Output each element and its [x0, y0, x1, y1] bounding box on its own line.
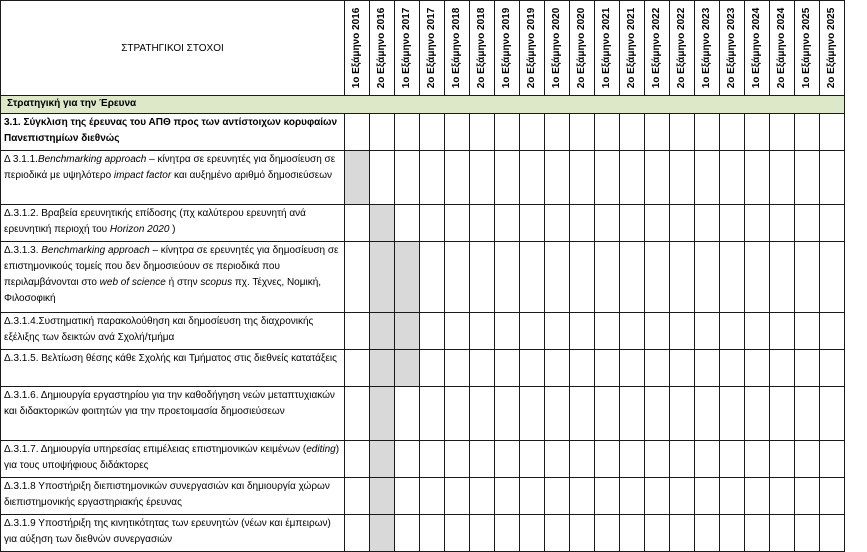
- schedule-cell[interactable]: [695, 205, 720, 242]
- semester-label: 2ο Εξάμηνο 2016: [376, 7, 387, 89]
- schedule-cell[interactable]: [620, 350, 645, 387]
- schedule-cell[interactable]: [645, 205, 670, 242]
- semester-label: 2ο Εξάμηνο 2023: [726, 7, 737, 89]
- schedule-cell[interactable]: [770, 151, 795, 205]
- schedule-cell[interactable]: [645, 387, 670, 441]
- schedule-cell[interactable]: [495, 205, 520, 242]
- schedule-cell[interactable]: [820, 478, 845, 515]
- schedule-cell[interactable]: [570, 313, 595, 350]
- schedule-cell[interactable]: [420, 205, 445, 242]
- schedule-cell[interactable]: [470, 350, 495, 387]
- action-row: [1, 350, 845, 387]
- schedule-cell[interactable]: [745, 350, 770, 387]
- semester-column-header[interactable]: [745, 1, 770, 96]
- semester-column-header[interactable]: [670, 1, 695, 96]
- section-row: [1, 96, 845, 114]
- semester-column-header[interactable]: [695, 1, 720, 96]
- scheduled-cell[interactable]: [370, 205, 395, 242]
- schedule-cell[interactable]: [720, 114, 745, 151]
- schedule-cell[interactable]: [570, 350, 595, 387]
- schedule-cell[interactable]: [545, 387, 570, 441]
- schedule-cell[interactable]: [795, 350, 820, 387]
- schedule-cell[interactable]: [595, 441, 620, 478]
- schedule-cell[interactable]: [695, 350, 720, 387]
- schedule-cell[interactable]: [645, 114, 670, 151]
- schedule-cell[interactable]: [445, 478, 470, 515]
- schedule-cell[interactable]: [345, 350, 370, 387]
- semester-column-header[interactable]: [595, 1, 620, 96]
- schedule-cell[interactable]: [745, 515, 770, 552]
- schedule-cell[interactable]: [370, 151, 395, 205]
- schedule-cell[interactable]: [645, 313, 670, 350]
- schedule-cell[interactable]: [520, 205, 545, 242]
- schedule-cell[interactable]: [820, 350, 845, 387]
- schedule-cell[interactable]: [520, 478, 545, 515]
- schedule-cell[interactable]: [820, 242, 845, 313]
- schedule-cell[interactable]: [645, 350, 670, 387]
- schedule-cell[interactable]: [670, 151, 695, 205]
- schedule-cell[interactable]: [695, 242, 720, 313]
- schedule-cell[interactable]: [670, 478, 695, 515]
- schedule-cell[interactable]: [545, 114, 570, 151]
- action-row: [1, 515, 845, 552]
- schedule-cell[interactable]: [745, 242, 770, 313]
- schedule-cell[interactable]: [595, 515, 620, 552]
- schedule-cell[interactable]: [345, 478, 370, 515]
- schedule-cell[interactable]: [445, 387, 470, 441]
- schedule-cell[interactable]: [595, 387, 620, 441]
- schedule-cell[interactable]: [795, 387, 820, 441]
- schedule-cell[interactable]: [420, 387, 445, 441]
- semester-column-header[interactable]: [770, 1, 795, 96]
- schedule-cell[interactable]: [820, 114, 845, 151]
- semester-label: 1ο Εξάμηνο 2017: [401, 7, 412, 89]
- schedule-cell[interactable]: [470, 313, 495, 350]
- schedule-cell[interactable]: [820, 205, 845, 242]
- scheduled-cell[interactable]: [370, 350, 395, 387]
- action-description[interactable]: Δ.3.1.8 Υποστήριξη διεπιστημονικών συνεργασιών και δημιουργία χώρων διεπιστημονικής εργαστηριακής έρευνας: [1, 478, 345, 515]
- schedule-cell[interactable]: [420, 151, 445, 205]
- semester-label: 2ο Εξάμηνο 2025: [826, 7, 837, 89]
- semester-label: 1ο Εξάμηνο 2023: [701, 7, 712, 89]
- schedule-cell[interactable]: [595, 478, 620, 515]
- schedule-cell[interactable]: [420, 515, 445, 552]
- schedule-cell[interactable]: [345, 515, 370, 552]
- semester-column-header[interactable]: [445, 1, 470, 96]
- semester-label: 2ο Εξάμηνο 2024: [776, 7, 787, 89]
- schedule-cell[interactable]: [795, 515, 820, 552]
- semester-label: 1ο Εξάμηνο 2018: [451, 7, 462, 89]
- schedule-cell[interactable]: [820, 387, 845, 441]
- semester-column-header[interactable]: [520, 1, 545, 96]
- schedule-cell[interactable]: [620, 515, 645, 552]
- semester-column-header[interactable]: [570, 1, 595, 96]
- schedule-cell[interactable]: [745, 313, 770, 350]
- schedule-cell[interactable]: [620, 151, 645, 205]
- schedule-cell[interactable]: [645, 151, 670, 205]
- schedule-cell[interactable]: [720, 313, 745, 350]
- semester-label: 1ο Εξάμηνο 2016: [351, 7, 362, 89]
- header-title[interactable]: ΣΤΡΑΤΗΓΙΚΟΙ ΣΤΟΧΟΙ: [1, 1, 345, 96]
- schedule-cell[interactable]: [395, 151, 420, 205]
- schedule-cell[interactable]: [745, 205, 770, 242]
- semester-column-header[interactable]: [420, 1, 445, 96]
- semester-column-header[interactable]: [395, 1, 420, 96]
- schedule-cell[interactable]: [620, 205, 645, 242]
- schedule-cell[interactable]: [720, 441, 745, 478]
- schedule-cell[interactable]: [570, 114, 595, 151]
- schedule-cell[interactable]: [395, 478, 420, 515]
- schedule-cell[interactable]: [445, 242, 470, 313]
- schedule-cell[interactable]: [495, 350, 520, 387]
- schedule-cell[interactable]: [395, 387, 420, 441]
- schedule-cell[interactable]: [495, 151, 520, 205]
- semester-label: 2ο Εξάμηνο 2020: [576, 7, 587, 89]
- schedule-cell[interactable]: [695, 313, 720, 350]
- schedule-cell[interactable]: [595, 114, 620, 151]
- schedule-cell[interactable]: [670, 387, 695, 441]
- scheduled-cell[interactable]: [370, 478, 395, 515]
- section-title[interactable]: Στρατηγική για την Έρευνα: [1, 96, 845, 114]
- schedule-cell[interactable]: [745, 114, 770, 151]
- action-description[interactable]: Δ.3.1.2. Βραβεία ερευνητικής επίδοσης (πχ καλύτερου ερευνητή ανά ερευνητική περιοχή του Horizon 2020 ): [1, 205, 345, 242]
- schedule-cell[interactable]: [670, 205, 695, 242]
- semester-label: 2ο Εξάμηνο 2018: [476, 7, 487, 89]
- schedule-cell[interactable]: [345, 242, 370, 313]
- schedule-cell[interactable]: [545, 151, 570, 205]
- schedule-cell[interactable]: [795, 313, 820, 350]
- schedule-cell[interactable]: [770, 478, 795, 515]
- action-row: [1, 151, 845, 205]
- schedule-cell[interactable]: [720, 515, 745, 552]
- schedule-cell[interactable]: [720, 205, 745, 242]
- schedule-cell[interactable]: [520, 151, 545, 205]
- action-row: [1, 441, 845, 478]
- schedule-cell[interactable]: [445, 313, 470, 350]
- schedule-cell[interactable]: [395, 441, 420, 478]
- schedule-cell[interactable]: [420, 350, 445, 387]
- action-description[interactable]: Δ.3.1.5. Βελτίωση θέσης κάθε Σχολής και Τμήματος στις διεθνείς κατατάξεις: [1, 350, 345, 387]
- schedule-cell[interactable]: [420, 478, 445, 515]
- schedule-cell[interactable]: [395, 114, 420, 151]
- semester-label: 1ο Εξάμηνο 2019: [501, 7, 512, 89]
- schedule-cell[interactable]: [395, 515, 420, 552]
- scheduled-cell[interactable]: [370, 313, 395, 350]
- schedule-cell[interactable]: [745, 387, 770, 441]
- schedule-cell[interactable]: [695, 387, 720, 441]
- schedule-cell[interactable]: [620, 441, 645, 478]
- schedule-cell[interactable]: [795, 205, 820, 242]
- schedule-cell[interactable]: [520, 441, 545, 478]
- schedule-cell[interactable]: [495, 441, 520, 478]
- schedule-cell[interactable]: [595, 205, 620, 242]
- schedule-cell[interactable]: [770, 205, 795, 242]
- semester-label: 1ο Εξάμηνο 2025: [801, 7, 812, 89]
- schedule-cell[interactable]: [420, 114, 445, 151]
- action-description[interactable]: Δ 3.1.1.Benchmarking approach – κίνητρα σε ερευνητές για δημοσίευση σε περιοδικά με υψηλότερο impact factor και αυξημένο αριθμό δημοσιεύσεων: [1, 151, 345, 205]
- schedule-cell[interactable]: [520, 242, 545, 313]
- semester-column-header[interactable]: [620, 1, 645, 96]
- scheduled-cell[interactable]: [395, 242, 420, 313]
- schedule-cell[interactable]: [570, 441, 595, 478]
- schedule-cell[interactable]: [645, 441, 670, 478]
- schedule-cell[interactable]: [645, 242, 670, 313]
- schedule-cell[interactable]: [795, 114, 820, 151]
- schedule-cell[interactable]: [620, 478, 645, 515]
- schedule-cell[interactable]: [745, 478, 770, 515]
- action-row: [1, 205, 845, 242]
- schedule-cell[interactable]: [470, 478, 495, 515]
- schedule-cell[interactable]: [520, 350, 545, 387]
- schedule-cell[interactable]: [570, 242, 595, 313]
- scheduled-cell[interactable]: [395, 313, 420, 350]
- schedule-cell[interactable]: [695, 478, 720, 515]
- action-description[interactable]: Δ.3.1.6. Δημιουργία εργαστηρίου για την καθοδήγηση νεών μεταπτυχιακών και διδακτορικών φοιτητών για την προετοιμασία δημοσιεύσεων: [1, 387, 345, 441]
- scheduled-cell[interactable]: [370, 441, 395, 478]
- schedule-cell[interactable]: [695, 114, 720, 151]
- schedule-cell[interactable]: [770, 242, 795, 313]
- semester-label: 1ο Εξάμηνο 2021: [601, 7, 612, 89]
- semester-column-header[interactable]: [470, 1, 495, 96]
- schedule-cell[interactable]: [670, 114, 695, 151]
- action-row: [1, 242, 845, 313]
- action-description[interactable]: Δ.3.1.3. Benchmarking approach – κίνητρα σε ερευνητές για δημοσίευση σε επιστημονικούς τομείς που δεν δημοσιεύουν σε περιοδικά που περιλαμβάνονται στο web of science ή στην scopus πχ. Τέχνες, Νομική, Φιλοσοφική: [1, 242, 345, 313]
- schedule-cell[interactable]: [595, 313, 620, 350]
- schedule-cell[interactable]: [620, 313, 645, 350]
- schedule-cell[interactable]: [570, 478, 595, 515]
- schedule-cell[interactable]: [795, 242, 820, 313]
- semester-label: 1ο Εξάμηνο 2022: [651, 7, 662, 89]
- action-description[interactable]: Δ.3.1.4.Συστηματική παρακολούθηση και δημοσίευση της διαχρονικής εξέλιξης των δεικτών ανά Σχολή/τμήμα: [1, 313, 345, 350]
- schedule-cell[interactable]: [595, 350, 620, 387]
- action-description[interactable]: Δ.3.1.7. Δημιουργία υπηρεσίας επιμέλειας επιστημονικών κειμένων (editing) για τους υποψήφιους διδάκτορες: [1, 441, 345, 478]
- table-body: [1, 96, 845, 552]
- schedule-cell[interactable]: [770, 350, 795, 387]
- schedule-cell[interactable]: [345, 205, 370, 242]
- schedule-cell[interactable]: [545, 441, 570, 478]
- schedule-cell[interactable]: [545, 242, 570, 313]
- schedule-cell[interactable]: [520, 515, 545, 552]
- action-description[interactable]: Δ.3.1.9 Υποστήριξη της κινητικότητας των ερευνητών (νέων και έμπειρων) για αύξηση των διεθνών συνεργασιών: [1, 515, 345, 552]
- schedule-cell[interactable]: [345, 114, 370, 151]
- scheduled-cell[interactable]: [370, 242, 395, 313]
- action-row: [1, 387, 845, 441]
- schedule-cell[interactable]: [720, 387, 745, 441]
- schedule-cell[interactable]: [570, 205, 595, 242]
- schedule-cell[interactable]: [670, 515, 695, 552]
- schedule-cell[interactable]: [445, 114, 470, 151]
- schedule-cell[interactable]: [445, 441, 470, 478]
- schedule-cell[interactable]: [720, 242, 745, 313]
- schedule-cell[interactable]: [445, 205, 470, 242]
- schedule-cell[interactable]: [445, 350, 470, 387]
- schedule-cell[interactable]: [770, 441, 795, 478]
- goal-row: [1, 114, 845, 151]
- schedule-cell[interactable]: [470, 441, 495, 478]
- semester-label: 2ο Εξάμηνο 2019: [526, 7, 537, 89]
- schedule-cell[interactable]: [545, 205, 570, 242]
- semester-column-header[interactable]: [345, 1, 370, 96]
- semester-column-header[interactable]: [545, 1, 570, 96]
- schedule-cell[interactable]: [420, 441, 445, 478]
- schedule-cell[interactable]: [545, 478, 570, 515]
- schedule-cell[interactable]: [820, 441, 845, 478]
- action-row: [1, 478, 845, 515]
- semester-column-header[interactable]: [720, 1, 745, 96]
- schedule-cell[interactable]: [745, 441, 770, 478]
- schedule-cell[interactable]: [570, 151, 595, 205]
- schedule-cell[interactable]: [820, 313, 845, 350]
- schedule-cell[interactable]: [520, 313, 545, 350]
- schedule-cell[interactable]: [345, 441, 370, 478]
- schedule-cell[interactable]: [445, 151, 470, 205]
- schedule-cell[interactable]: [520, 114, 545, 151]
- semester-column-header[interactable]: [495, 1, 520, 96]
- schedule-cell[interactable]: [520, 387, 545, 441]
- schedule-cell[interactable]: [595, 151, 620, 205]
- schedule-cell[interactable]: [795, 478, 820, 515]
- schedule-cell[interactable]: [470, 515, 495, 552]
- schedule-cell[interactable]: [370, 114, 395, 151]
- header-row: [1, 1, 845, 96]
- schedule-cell[interactable]: [645, 478, 670, 515]
- schedule-cell[interactable]: [620, 387, 645, 441]
- schedule-cell[interactable]: [570, 387, 595, 441]
- semester-label: 2ο Εξάμηνο 2022: [676, 7, 687, 89]
- schedule-cell[interactable]: [670, 441, 695, 478]
- schedule-cell[interactable]: [820, 151, 845, 205]
- schedule-cell[interactable]: [620, 114, 645, 151]
- schedule-cell[interactable]: [495, 387, 520, 441]
- semester-column-header[interactable]: [820, 1, 845, 96]
- schedule-cell[interactable]: [670, 313, 695, 350]
- schedule-cell[interactable]: [670, 350, 695, 387]
- schedule-cell[interactable]: [770, 515, 795, 552]
- schedule-cell[interactable]: [770, 114, 795, 151]
- semester-column-header[interactable]: [370, 1, 395, 96]
- schedule-cell[interactable]: [695, 441, 720, 478]
- schedule-cell[interactable]: [620, 242, 645, 313]
- schedule-cell[interactable]: [720, 478, 745, 515]
- schedule-cell[interactable]: [670, 242, 695, 313]
- schedule-cell[interactable]: [470, 242, 495, 313]
- schedule-cell[interactable]: [495, 313, 520, 350]
- scheduled-cell[interactable]: [345, 151, 370, 205]
- schedule-cell[interactable]: [445, 515, 470, 552]
- schedule-cell[interactable]: [795, 441, 820, 478]
- schedule-cell[interactable]: [395, 205, 420, 242]
- schedule-cell[interactable]: [695, 515, 720, 552]
- scheduled-cell[interactable]: [395, 350, 420, 387]
- schedule-cell[interactable]: [745, 151, 770, 205]
- semester-label: 2ο Εξάμηνο 2017: [426, 7, 437, 89]
- schedule-cell[interactable]: [470, 205, 495, 242]
- schedule-cell[interactable]: [495, 515, 520, 552]
- schedule-cell[interactable]: [820, 515, 845, 552]
- semester-column-header[interactable]: [795, 1, 820, 96]
- schedule-cell[interactable]: [545, 350, 570, 387]
- schedule-cell[interactable]: [545, 313, 570, 350]
- schedule-cell[interactable]: [645, 515, 670, 552]
- schedule-cell[interactable]: [570, 515, 595, 552]
- schedule-cell[interactable]: [470, 151, 495, 205]
- schedule-cell[interactable]: [795, 151, 820, 205]
- schedule-cell[interactable]: [420, 242, 445, 313]
- schedule-cell[interactable]: [345, 313, 370, 350]
- schedule-cell[interactable]: [470, 387, 495, 441]
- schedule-cell[interactable]: [470, 114, 495, 151]
- schedule-cell[interactable]: [495, 242, 520, 313]
- schedule-cell[interactable]: [495, 114, 520, 151]
- schedule-cell[interactable]: [545, 515, 570, 552]
- schedule-cell[interactable]: [420, 313, 445, 350]
- scheduled-cell[interactable]: [370, 387, 395, 441]
- semester-label: 2ο Εξάμηνο 2021: [626, 7, 637, 89]
- action-row: [1, 313, 845, 350]
- semester-label: 1ο Εξάμηνο 2024: [751, 7, 762, 89]
- schedule-cell[interactable]: [595, 242, 620, 313]
- schedule-cell[interactable]: [770, 313, 795, 350]
- semester-column-header[interactable]: [645, 1, 670, 96]
- schedule-cell[interactable]: [720, 151, 745, 205]
- schedule-cell[interactable]: [495, 478, 520, 515]
- schedule-cell[interactable]: [770, 387, 795, 441]
- schedule-cell[interactable]: [345, 387, 370, 441]
- schedule-cell[interactable]: [695, 151, 720, 205]
- goal-title[interactable]: 3.1. Σύγκλιση της έρευνας του ΑΠΘ προς των αντίστοιχων κορυφαίων Πανεπιστημίων διεθνώς: [1, 114, 345, 151]
- schedule-cell[interactable]: [720, 350, 745, 387]
- semester-label: 1ο Εξάμηνο 2020: [551, 7, 562, 89]
- scheduled-cell[interactable]: [370, 515, 395, 552]
